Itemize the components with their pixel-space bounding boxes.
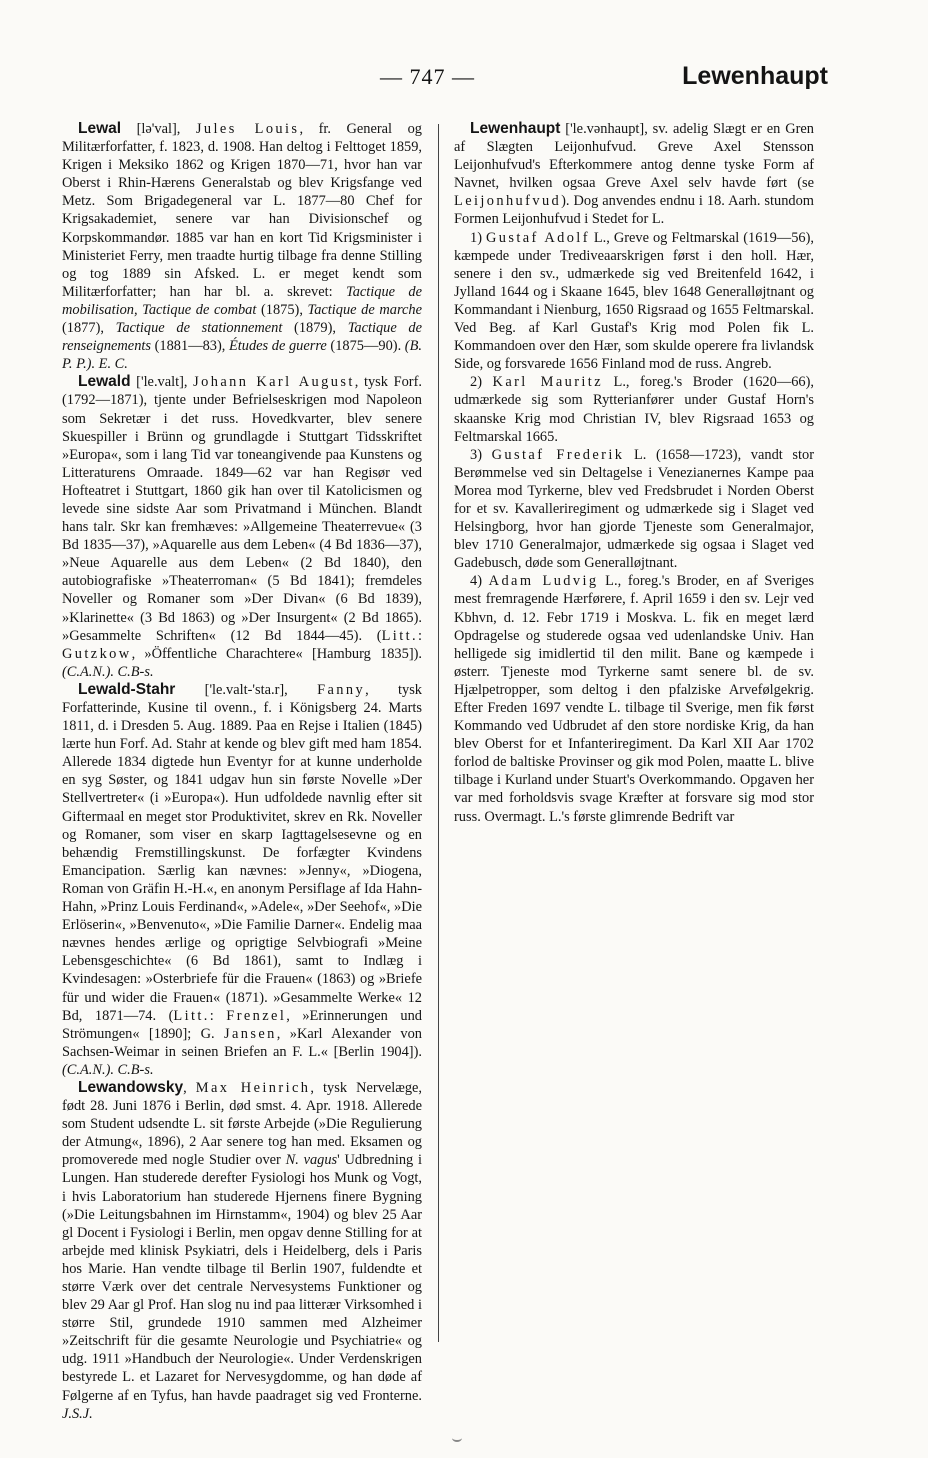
spaced-name: Adam Ludvig	[488, 573, 599, 590]
italic-title: Tactique de stationnement	[115, 320, 283, 337]
entry-segment: 3)	[470, 446, 492, 463]
entry-segment: L., foreg.'s Broder (1620—66), udmærkede sig som Rytterianfører under Gustaf Horn's skaanske Krig mod Christian IV, blev Rigsraad 1653 og Feltmarskal 1665.	[454, 374, 814, 445]
entry-lewandowsky	[62, 1079, 422, 1423]
entry-segment: , tysk Forf. (1792—1871), tjente under Befrielseskrigen mod Napoleon som Sekretær i det russ. Hovedkvarter, blev senere Skuespiller i Brünn og grundlagde i Stuttgart Tidsskriftet »Europa«, som i lang Tid var toneangivende paa Kunstens og Litteraturens Omraade. 1849—62 var han Regisør ved Hofteatret i Stuttgart, 1860 gik han over til Katolicismen og levede sine sidste Aar som Privatmand i München. Blandt hans talr. Skr kan fremhæves: »Allgemeine Theaterrevue« (3 Bd 1835—37), »Aquarelle aus dem Leben« (4 Bd 1836—37), »Neue Aquarelle aus dem Leben« (2 Bd 1840), den autobiografiske »Theaterroman« (5 Bd 1841); fremdeles Noveller og Romaner som »Der Divan« (6 Bd 1839), »Klarinette« (3 Bd 1863) og »Der Insurgent« (2 Bd 1865). »Gesammelte Schriften« (12 Bd 1844—45). (	[62, 374, 422, 644]
left-column	[62, 120, 423, 1422]
entry-segment: L. (1658—1723), vandt stor Berømmelse ved sin Deltagelse i Venezianernes Kampe paa Morea mod Tyrkerne, blev ved Fredsbrudet i Norden Oberst for et sv. Kavalleriregiment og udmærkede sig i Slaget ved Helsingborg, hvor han gjorde Tjeneste som Generalmajor, blev 1710 Generalmajor, udmærkede sig ogsaa i Slaget ved Gadebusch, døde som Generalløjtnant.	[454, 446, 814, 572]
entry-lewenhaupt-4	[454, 572, 814, 825]
spaced-name: Litt.	[381, 627, 418, 644]
headword: Lewenhaupt	[470, 120, 561, 137]
italic-title: Tactique de renseignements	[62, 320, 423, 355]
entry-segment: ['le.vənhaupt], sv. adelig Slægt er en Gren af Slægten Leijonhufvud. Greve Axel Stensson Leijonhufvud's Efterkommere antog denne tyske Form af Navnet, hvilken ogsaa Greve Axel selv havde ført (se	[454, 121, 814, 192]
right-column	[454, 120, 814, 1350]
entry-lewal	[62, 120, 422, 373]
entry-segment: , »Erinnerungen und Strömungen« [1890]; G.	[62, 1007, 422, 1042]
entry-segment: (1875),	[256, 301, 308, 318]
entry-lewenhaupt	[454, 120, 814, 229]
italic-title: Études de guerre	[228, 338, 327, 355]
spaced-name: Gustaf Adolf	[485, 229, 590, 246]
entry-segment: ). Dog anvendes endnu i 18. Aarh. stundom Formen Leijonhufvud i Stedet for L.	[454, 193, 814, 228]
entry-text	[62, 120, 422, 373]
italic-title: Tactique de marche	[307, 301, 422, 318]
author-signature: (C.A.N.). C.B-s.	[62, 663, 154, 680]
entry-segment: , »Karl Alexander von Sachsen-Weimar in seinen Briefen an F. L.« [Berlin 1904]).	[62, 1025, 422, 1060]
entry-segment: 4)	[470, 573, 489, 590]
entry-segment: ' Udbredning i Lungen. Han studerede derefter Fysiologi hos Munk og Vogt, i hvis Laboratorium han studerede Hjernens finere Bygning (»Die Leitungsbahnen im Hirnstamm«, 1904) og blev 25 Aar gl Docent i Fysiologi i Berlin, men opgav denne Stilling for at arbejde med klinisk Psykiatri, dels i Heidelberg, dels i Paris hos Marie. Han vendte tilbage til Berlin 1907, fuldendte et større Værk over det centrale Nervesystems Funktioner og blev 29 Aar gl Prof. Han slog nu ind paa litterær Virksomhed i større Stil, grundede 1910 sammen med Alzheimer »Zeitschrift für die gesamte Neurologie und Psychiatrie« og udg. 1911 »Handbuch der Neurologie«. Under Verdenskrigen bestyrede L. et Lazaret for Nervesygdomme, og han døde af Følgerne af en Tyfus, han havde paadraget sig ved Fronterne.	[62, 1152, 422, 1404]
entry-segment: :	[209, 1007, 227, 1024]
entry-text	[454, 446, 814, 573]
entry-segment: [lə'val],	[121, 121, 196, 137]
entry-lewald-stahr	[62, 681, 422, 1079]
entry-segment: ,	[183, 1079, 196, 1096]
column-rule	[438, 124, 439, 1342]
page-header	[60, 60, 828, 96]
entry-segment: L., foreg.'s Broder, en af Sveriges mest fremragende Hærførere, f. April 1659 i den sv. Lejr ved Kbhvn, d. 12. Febr 1719 i Moskva. L. fik en meget lærd Opdragelse og studerede ogsaa ved udenlandske Univ. Han helligede sig imidlertid til den milit. Bane og kæmpede i østerr. Tjeneste mod Tyrkerne samt senere bl. de sv. Hjælpetropper, som deltog i den pfalziske Arvefølgekrig. Efter Freden 1697 vendte L. tilbage til Sverige, men fik først Kommando ved Udbrudet af den store nordiske Krig, da han blev Oberst for et Infanteriregiment. Da Karl XII Aar 1702 forlod de baltiske Provinser og gik mod Polen, maatte L. blive tilbage i Kurland under Stuart's Overkommando. Opgaven her var med forholdsvis svage Kræfter at forsvare sig mod stor russ. Overmagt. L.'s første glimrende Bedrift var	[454, 573, 814, 825]
entry-lewald	[62, 373, 422, 681]
entry-segment: (1879),	[282, 320, 348, 337]
entry-segment: (1877),	[62, 320, 116, 337]
headword: Lewandowsky	[78, 1078, 184, 1096]
spaced-name: Gustaf Frederik	[491, 446, 625, 463]
running-head: Lewenhaupt	[682, 62, 828, 90]
entry-lewenhaupt-3	[454, 446, 814, 573]
page-number: — 747 —	[380, 64, 475, 89]
spaced-name: Frenzel	[226, 1007, 287, 1024]
spaced-name: Leijonhufvud	[454, 193, 562, 210]
entry-segment: L., Greve og Feltmarskal (1619—56), kæmpede under Trediveaarskrigen først i den holl. Hær, senere i den sv., udmærkede sig ved Breitenfeld 1642, i Jylland 1644 og i Skaane 1645, blev 1648 Generalløjtnant og Kommandant i Nienburg, 1650 Rigsraad og 1655 Feltmarskal. Ved Beg. af Karl Gustaf's Krig mod Polen fik L. Kommandoen over den Hær, som skulde operere fra livlandsk Side, og forsvarede 1656 Finland mod de russ. Angreb.	[454, 229, 814, 373]
author-signature: J.S.J.	[62, 1405, 93, 1422]
entry-segment: (1875—90).	[326, 338, 405, 355]
entry-segment: ['le.valt-'sta.r],	[175, 681, 318, 698]
entry-segment: , »Öffentliche Charachtere« [Hamburg 1835]).	[131, 645, 422, 662]
entry-segment: , tysk Forfatterinde, Kusine til ovenn., f. i Königsberg 24. Marts 1811, d. i Dresden 5. Aug. 1889. Paa en Rejse i Italien (1845) lærte hun Forf. Ad. Stahr at kende og blev gift med ham 1854. Allerede 1834 digtede hun Eventyr for at kunne underholde en syg Søster, og 1841 udgav hun sin første Novelle »Der Stellvertreter« (i »Europa«). Hun udfoldede navnlig efter sit Giftermaal en meget stor Produktivitet, skrev en Rk. Noveller og Romaner, som viser en skarp Iagttagelsesevne og en behændig Fremstillingskunst. De forfægter Kvindens Emancipation. Særlig kan nævnes: »Jenny«, »Diogena, Roman von Gräfin H.-H.«, en anonym Persiflage af Ida Hahn-Hahn, »Prinz Louis Ferdinand«, »Adele«, »Der Seehof«, »Die Erlöserin«, »Benvenuto«, »Die Familie Darner«. Endelig maa nævnes hendes ærlige og oprigtige Selvbiografi »Meine Lebensgeschichte« (6 Bd 1861), samt to Indlæg i Kvindesagen: »Osterbriefe für die Frauen« (1863) og »Briefe für und wider die Frauen« (1871). »Gesammelte Werke« 12 Bd, 1871—74. (	[62, 681, 422, 1024]
entry-segment: ['le.valt],	[130, 374, 194, 391]
spaced-name: Litt.	[173, 1007, 210, 1024]
italic-title: Tactique de mobilisation, Tactique de combat	[62, 283, 423, 318]
entry-text	[454, 229, 814, 374]
spaced-name: Karl Mauritz	[492, 374, 603, 391]
spaced-name: Jules Louis	[195, 121, 300, 137]
spaced-name: Johann Karl August	[193, 374, 355, 391]
entry-text	[62, 1079, 422, 1423]
author-signature: (C.A.N.). C.B-s.	[62, 1061, 154, 1078]
headword: Lewald-Stahr	[78, 680, 176, 698]
entry-lewenhaupt-1	[454, 229, 814, 374]
printer-mark	[452, 1434, 462, 1442]
headword: Lewal	[78, 120, 122, 137]
entry-segment: , tysk Nervelæge, født 28. Juni 1876 i Berlin, død smst. 4. Apr. 1918. Allerede som Student udsendte L. sit første Arbejde (»Die Regulierung der Atmung«, 1896), 2 Aar senere tog han med. Eksamen og promoverede med nogle Studier over	[62, 1079, 423, 1169]
spaced-name: Max Heinrich	[195, 1079, 311, 1096]
spaced-name: Gutzkow	[62, 645, 132, 662]
entry-segment: (1881—83),	[151, 338, 229, 355]
spaced-name: Fanny	[317, 681, 366, 698]
entry-text	[62, 681, 422, 1079]
entry-segment: , fr. General og Militærforfatter, f. 1823, d. 1908. Han deltog i Felttoget 1859, Krigen i Meksiko 1862 og Krigen 1870—71, hvor han var Oberst i Rhin-Hærens Generalstab og blev Krigsfange ved Metz. Som Brigadegeneral var L. 1877—80 Chef for Krigsakademiet, senere var han Divisionschef og Korpskommandør. 1885 var han en kort Tid Krigsminister i Ministeriet Ferry, men traadte hurtig tilbage fra denne Stilling og tog 1889 sin Afsked. L. er meget kendt som Militærforfatter; han har bl. a. skrevet:	[62, 121, 422, 300]
spaced-name: Jansen	[224, 1025, 277, 1042]
entry-text	[62, 373, 422, 681]
entry-text	[454, 120, 814, 229]
entry-text	[454, 373, 814, 445]
entry-segment: :	[418, 627, 422, 644]
author-signature: (B. P. P.). E. C.	[62, 338, 422, 373]
entry-text	[454, 572, 814, 825]
text-columns	[62, 120, 814, 1422]
entry-lewenhaupt-2	[454, 373, 814, 445]
entry-segment: 2)	[470, 374, 493, 391]
headword: Lewald	[78, 373, 131, 391]
entry-segment: 1)	[470, 229, 486, 246]
italic-title: N. vagus	[285, 1152, 338, 1169]
